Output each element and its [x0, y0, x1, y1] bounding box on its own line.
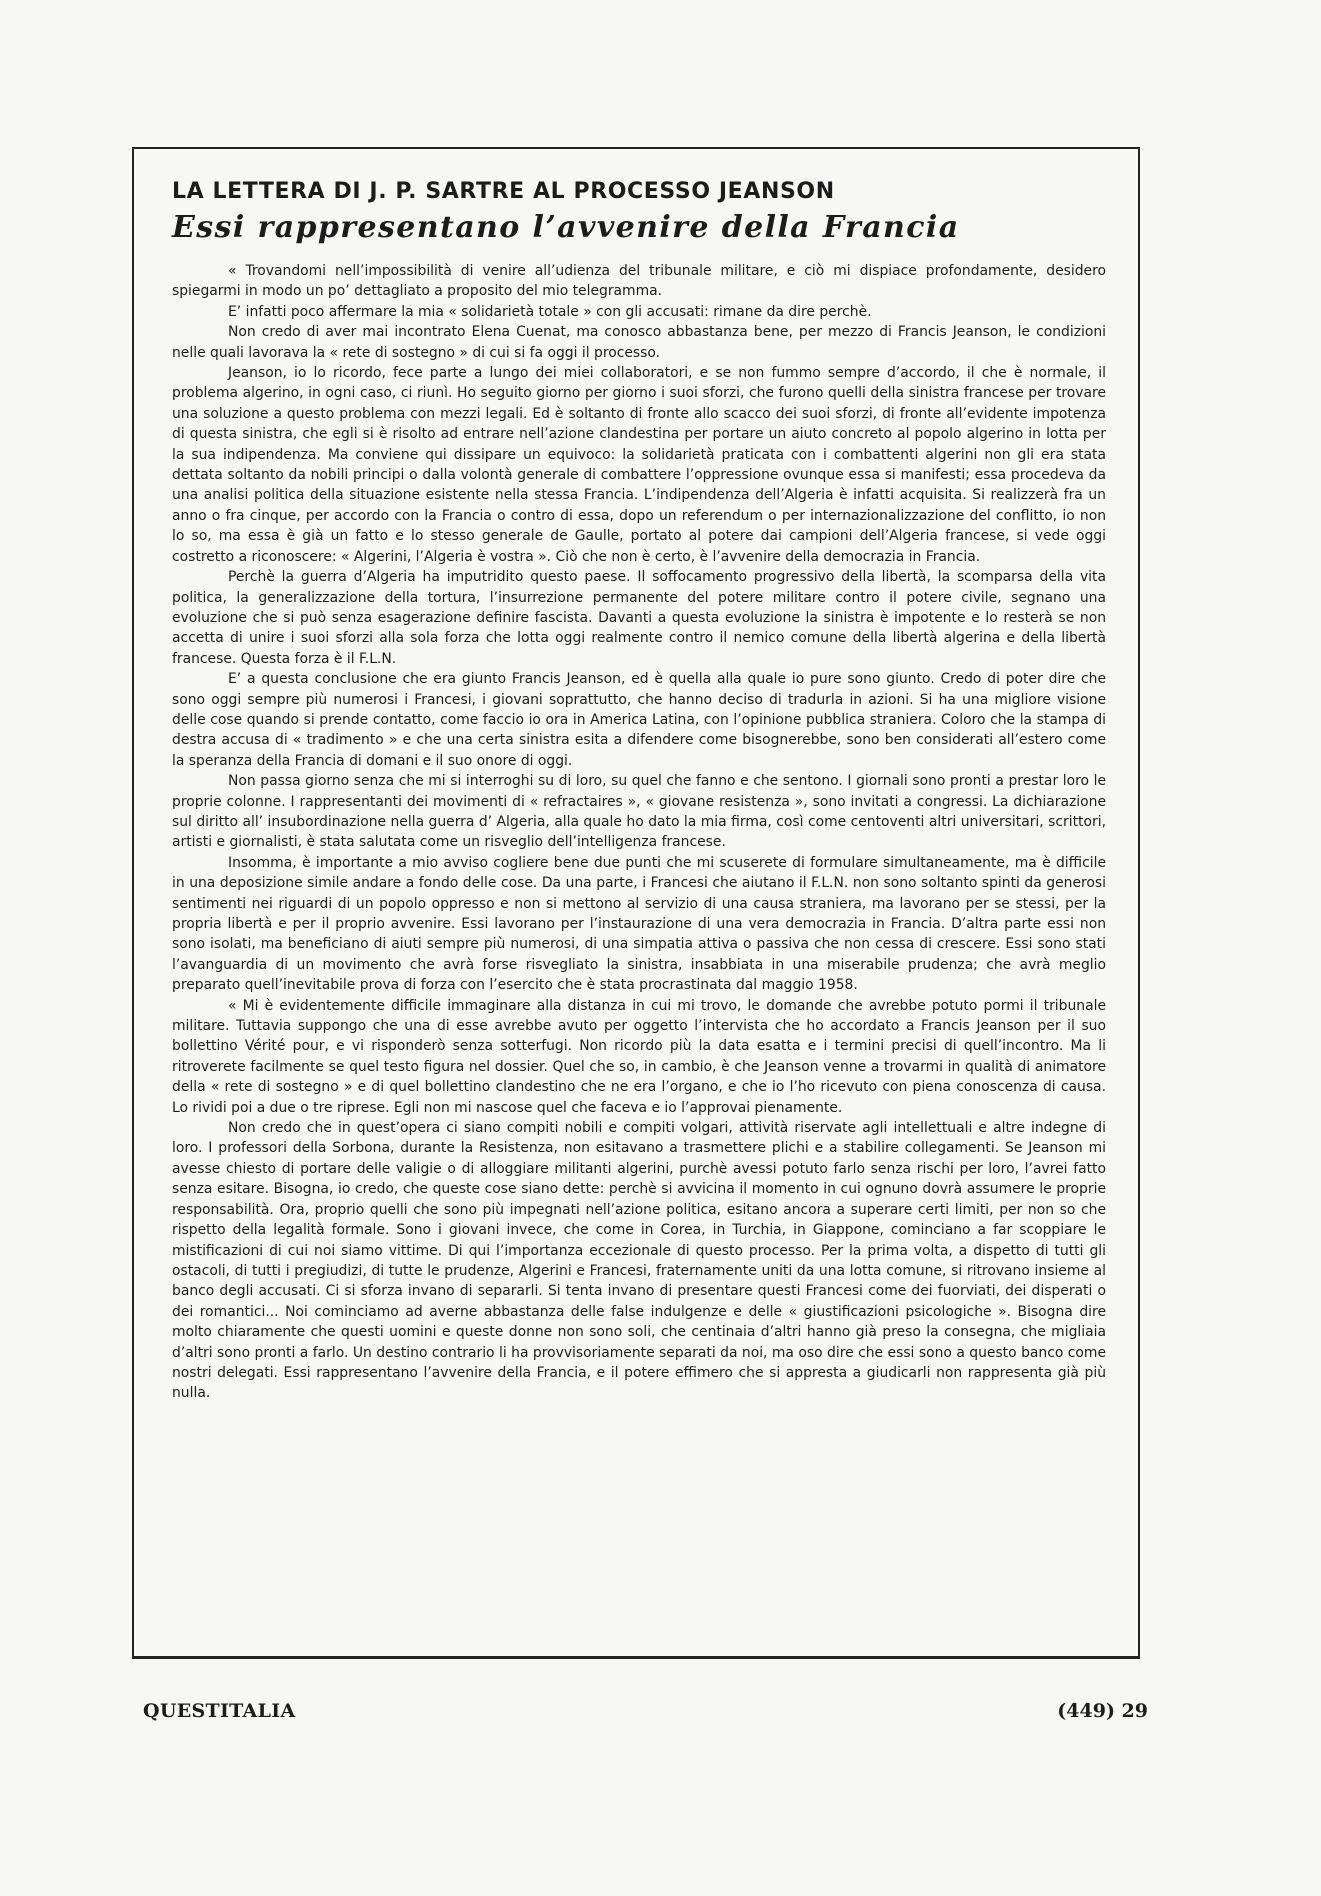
magazine-name: QUESTITALIA	[143, 1700, 296, 1722]
article-body	[172, 261, 1106, 1404]
paragraph: Perchè la guerra d’Algeria ha imputridito questo paese. Il soffocamento progressivo della libertà, la scomparsa della vita politica, la generalizzazione della tortura, l’insurrezione permanente del potere militare contro il potere civile, segnano una evoluzione che si può senza esagerazione definire fascista. Davanti a questa evoluzione la sinistra è impotente e lo resterà se non accetta di unire i suoi sforzi alla sola forza che lotta oggi realmente contro il nemico comune della libertà algerina e della libertà francese. Questa forza è il F.L.N.	[172, 569, 1106, 667]
paragraph: Jeanson, io lo ricordo, fece parte a lungo dei miei collaboratori, e se non fummo sempre d’accordo, il che è normale, il problema algerino, in ogni caso, ci riunì. Ho seguito giorno per giorno i suoi sforzi, che furono quelli della sinistra francese per trovare una soluzione a questo problema con mezzi legali. Ed è soltanto di fronte allo scacco dei suoi sforzi, di fronte all’evidente impotenza di questa sinistra, che egli si è risolto ad entrare nell’azione clandestina per portare un aiuto concreto al popolo algerino in lotta per la sua indipendenza. Ma conviene qui dissipare un equivoco: la solidarietà praticata con i combattenti algerini non gli era stata dettata soltanto da nobili principi o dalla volontà generale di combattere l’oppressione ovunque essa si manifesti; essa procedeva da una analisi politica della situazione esistente nella stessa Francia. L’indipendenza dell’Algeria è infatti acquisita. Si realizzerà fra un anno o fra cinque, per accordo con la Francia o contro di essa, dopo un referendum o per internazionalizzazione del conflitto, io non lo so, ma essa è già un fatto e lo stesso generale de Gaulle, portato al potere dai campioni dell’Algeria francese, si vede oggi costretto a riconoscere: « Algerini, l’Algeria è vostra ». Ciò che non è certo, è l’avvenire della democrazia in Francia.	[172, 365, 1106, 565]
paragraph: E’ a questa conclusione che era giunto Francis Jeanson, ed è quella alla quale io pure sono giunto. Credo di poter dire che sono oggi sempre più numerosi i Francesi, i giovani soprattutto, che hanno deciso di tradurla in azioni. Si ha una migliore visione delle cose quando si prende contatto, come faccio io ora in America Latina, con l’opinione pubblica straniera. Coloro che la stampa di destra accusa di « tradimento » e che una certa sinistra esita a difendere come bisognerebbe, sono ben considerati all’estero come la speranza della Francia di domani e il suo onore di oggi.	[172, 671, 1106, 769]
page-number: (449) 29	[1057, 1700, 1148, 1722]
article-frame	[132, 147, 1140, 1659]
article-headline: Essi rappresentano l’avvenire della Francia	[172, 210, 960, 245]
paragraph: « Trovandomi nell’impossibilità di venire all’udienza del tribunale militare, e ciò mi dispiace profondamente, desidero spiegarmi in modo un po’ dettagliato a proposito del mio telegramma.	[172, 263, 1106, 300]
paragraph: « Mi è evidentemente difficile immaginare alla distanza in cui mi trovo, le domande che avrebbe potuto pormi il tribunale militare. Tuttavia suppongo che una di esse avrebbe avuto per oggetto l’intervista che ho accordato a Francis Jeanson per il suo bollettino Vérité pour, e vi risponderò senza sotterfugi. Non ricordo più la data esatta e i termini precisi di quell’incontro. Ma li ritroverete facilmente se quel testo figura nel dossier. Quel che so, in cambio, è che Jeanson venne a trovarmi in qualità di animatore della « rete di sostegno » e di quel bollettino clandestino che ne era l’organo, e che io l’ho ricevuto con piena conoscenza di causa. Lo rividi poi a due o tre riprese. Egli non mi nascose quel che faceva e io l’approvai pienamente.	[172, 997, 1106, 1116]
paragraph: Non credo che in quest’opera ci siano compiti nobili e compiti volgari, attività riservate agli intellettuali e altre indegne di loro. I professori della Sorbona, durante la Resistenza, non esitavano a trasmettere plichi e a stabilire collegamenti. Se Jeanson mi avesse chiesto di portare delle valigie o di alloggiare militanti algerini, purchè avessi potuto farlo senza rischi per loro, l’avrei fatto senza esitare. Bisogna, io credo, che queste cose siano dette: perchè si avvicina il momento in cui ognuno dovrà assumere le proprie responsabilità. Ora, proprio quelli che sono più impegnati nell’azione politica, esitano ancora a superare certi limiti, per non so che rispetto della legalità formale. Sono i giovani invece, che come in Corea, in Turchia, in Giappone, cominciano a far scoppiare le mistificazioni di cui noi siamo vittime. Di qui l’importanza eccezionale di questo processo. Per la prima volta, a dispetto di tutti gli ostacoli, di tutti i pregiudizi, di tutte le prudenze, Algerini e Francesi, fraternamente uniti da una lotta comune, si ritrovano insieme al banco degli accusati. Ci si sforza invano di separarli. Si tenta invano di presentare questi Francesi come dei fuorviati, dei disperati o dei romantici... Noi cominciamo ad averne abbastanza delle false indulgenze e delle « giustificazioni psicologiche ». Bisogna dire molto chiaramente che questi uomini e queste donne non sono soli, che centinaia d’altri hanno già preso la consegna, che migliaia d’altri sono pronti a farlo. Un destino contrario li ha provvisoriamente separati da noi, ma oso dire che essi sono a questo banco come nostri delegati. Essi rappresentano l’avvenire della Francia, e il potere effimero che si appresta a giudicarli non rappresenta già più nulla.	[172, 1120, 1106, 1402]
paragraph: Non passa giorno senza che mi si interroghi su di loro, su quel che fanno e che sentono. I giornali sono pronti a prestar loro le proprie colonne. I rappresentanti dei movimenti di « refractaires », « giovane resistenza », sono invitati a congressi. La dichiarazione sul diritto all’ insubordinazione nella guerra d’ Algeria, alla quale ho dato la mia firma, così come centoventi altri universitari, scrittori, artisti e giornalisti, è stata salutata come un risveglio dell’intelligenza francese.	[172, 773, 1106, 851]
paragraph: Insomma, è importante a mio avviso cogliere bene due punti che mi scuserete di formulare simultaneamente, ma è difficile in una deposizione simile andare a fondo delle cose. Da una parte, i Francesi che aiutano il F.L.N. non sono soltanto spinti da generosi sentimenti nei riguardi di un popolo oppresso e non si mettono al servizio di una causa straniera, ma lavorano per se stessi, per la propria libertà e per il proprio avvenire. Essi lavorano per l’instaurazione di una vera democrazia in Francia. D’altra parte essi non sono isolati, ma beneficiano di aiuti sempre più numerosi, di una simpatia attiva o passiva che non cessa di crescere. Essi sono stati l’avanguardia di un movimento che avrà forse risvegliato la sinistra, insabbiata in una miserabile prudenza; che avrà meglio preparato quell’inevitabile prova di forza con l’esercito che è stata procrastinata dal maggio 1958.	[172, 854, 1106, 994]
paragraph: Non credo di aver mai incontrato Elena Cuenat, ma conosco abbastanza bene, per mezzo di Francis Jeanson, le condizioni nelle quali lavorava la « rete di sostegno » di cui si fa oggi il processo.	[172, 324, 1106, 361]
article-kicker: LA LETTERA DI J. P. SARTRE AL PROCESSO JEANSON	[172, 179, 835, 204]
paragraph: E’ infatti poco affermare la mia « solidarietà totale » con gli accusati: rimane da dire perchè.	[228, 303, 872, 320]
